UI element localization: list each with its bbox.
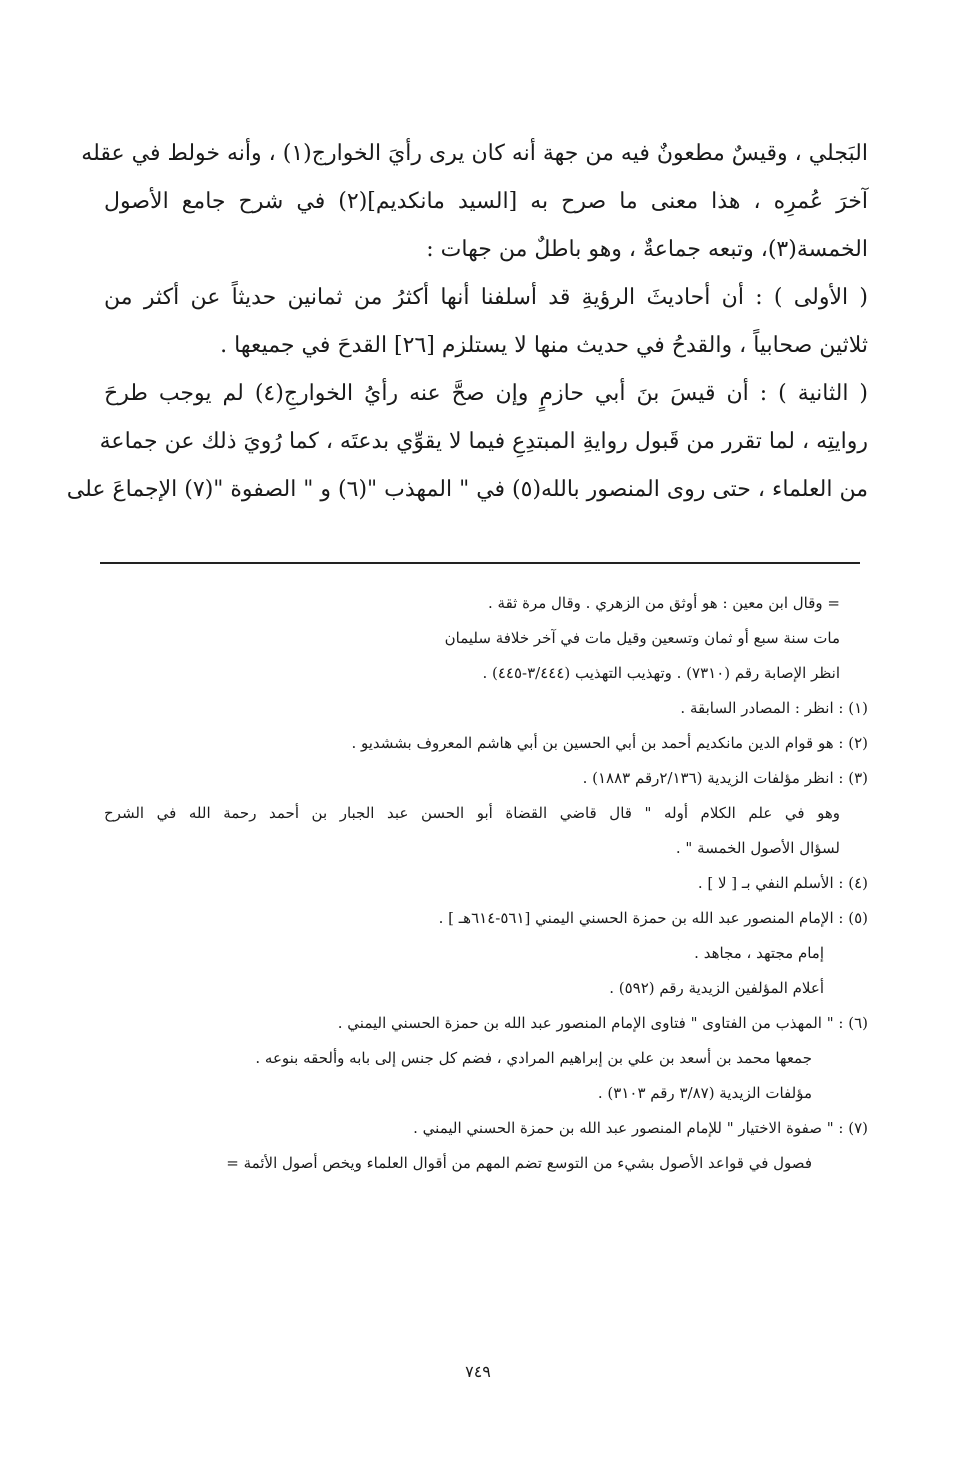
main-line: من العلماء ، حتى روى المنصور بالله(٥) في " المهذب "(٦) و " الصفوة "(٧) الإجماعَ على	[66, 477, 868, 502]
footnote-line: مؤلفات الزيدية (٣/٨٧ رقم ٣١٠٣) .	[597, 1084, 812, 1102]
main-line: روايتِه ، لما تقرر من قَبول روايةِ المبتدِعِ فيما لا يقوِّي بدعتَه ، كما رُويَ ذلك عن جماعة	[99, 429, 868, 454]
main-line: ثلاثين صحابياً ، والقدحُ في حديث منها لا يستلزم [٢٦] القدحَ في جميعها .	[220, 333, 868, 358]
footnote-line: (١) : انظر : المصادر السابقة .	[680, 699, 868, 717]
footnote-line: (٥) : الإمام المنصور عبد الله بن حمزة الحسني اليمني [٥٦١-٦١٤هـ ] .	[438, 909, 868, 927]
footnote-line: (٣) : انظر مؤلفات الزيدية (٢/١٣٦رقم ١٨٨٣) .	[582, 769, 868, 787]
main-line: ( الأولى ) : أن أحاديثَ الرؤيةِ قد أسلفنا أنها أكثرُ من ثمانين حديثاً عن أكثر من	[104, 285, 868, 310]
main-text	[66, 130, 868, 514]
page-number: ٧٤٩	[465, 1362, 491, 1381]
footnote-line: (٧) : " صفوة الاختيار " للإمام المنصور عبد الله بن حمزة الحسني اليمني .	[413, 1119, 868, 1137]
main-line: البَجلي ، وقيسٌ مطعونٌ فيه من جهة أنه كان يرى رأيَ الخوارج(١) ، وأنه خولط في عقله	[81, 141, 868, 166]
footnote-line: (٦) : " المهذب من الفتاوى " فتاوى الإمام المنصور عبد الله بن حمزة الحسني اليمني .	[337, 1014, 868, 1032]
footnote-line: انظر الإصابة رقم (٧٣١٠) . وتهذيب التهذيب (٣/٤٤٤-٤٤٥) .	[482, 664, 840, 682]
footnote-line: أعلام المؤلفين الزيدية رقم (٥٩٢) .	[609, 979, 824, 997]
footnote-line: لسؤال الأصول الخمسة " .	[675, 839, 840, 857]
footnote-line: وهو في علم الكلام أوله " قال قاضي القضاة أبو الحسن عبد الجبار بن أحمد رحمة الله في الشرح	[104, 804, 840, 822]
footnote-line: جمعها محمد بن أسعد بن علي بن إبراهيم المرادي ، فضم كل جنس إلى بابه وألحقه بنوعه .	[255, 1049, 812, 1067]
footnote-line: إمام مجتهد ، مجاهد .	[694, 944, 824, 962]
footnote-separator	[100, 562, 860, 564]
main-line: الخمسة(٣)، وتبعه جماعةٌ ، وهو باطلٌ من جهات :	[426, 237, 868, 262]
main-line: ( الثانية ) : أن قيسَ بنَ أبي حازمٍ وإن صحَّ عنه رأيُ الخوارجِ(٤) لم يوجب طرحَ	[104, 381, 868, 406]
footnote-line: مات سنة سبع أو ثمان وتسعين وقيل مات في آخر خلافة سليمان	[444, 629, 840, 647]
footnote-line: (٤) : الأسلم النفي بـ [ لا ] .	[697, 874, 868, 892]
main-line: آخرَ عُمرِه ، هذا معنى ما صرح به [السيد مانكديم](٢) في شرح جامع الأصول	[104, 189, 868, 214]
footnotes	[104, 586, 868, 1181]
footnote-line: فصول في قواعد الأصول بشيء من التوسع تضم المهم من أقوال العلماء ويخص أصول الأئمة =	[226, 1154, 812, 1172]
footnote-line: = وقال ابن معين : هو أوثق من الزهري . وقال مرة ثقة .	[487, 594, 840, 612]
footnote-line: (٢) : هو قوام الدين مانكديم أحمد بن أبي الحسين بن أبي هاشم المعروف بششديو .	[351, 734, 868, 752]
